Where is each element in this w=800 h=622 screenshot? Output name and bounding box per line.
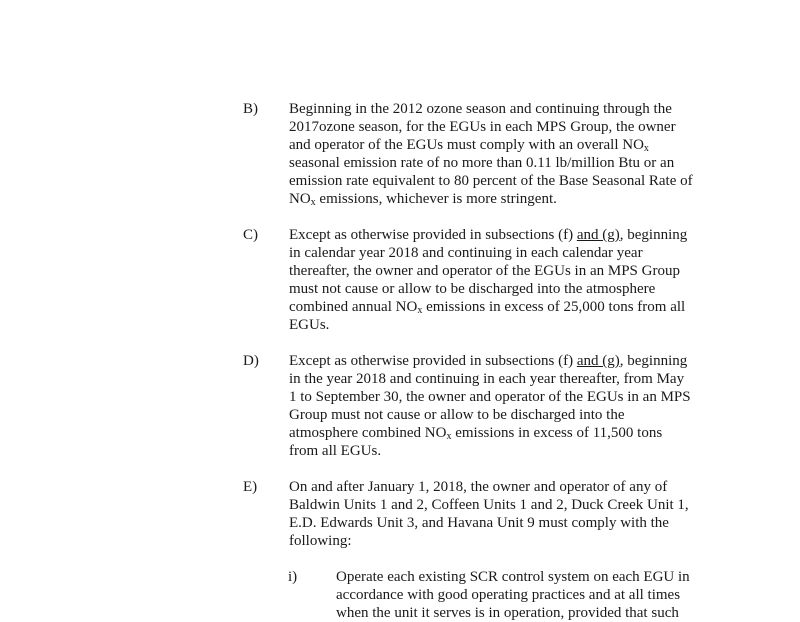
underlined-text: and (g)	[576, 353, 620, 369]
text-line: Operate each existing SCR control system on each EGU in	[336, 569, 690, 585]
text-line: On and after January 1, 2018, the owner and operator of any of	[289, 479, 668, 495]
text-fragment: Except as otherwise provided in subsections (f)	[289, 227, 577, 243]
text-fragment: and operator of the EGUs must comply with an overall NO	[289, 137, 644, 153]
text-fragment: , beginning	[619, 227, 688, 243]
subscript: x	[310, 197, 316, 208]
text-line: following:	[289, 533, 352, 549]
subscript: x	[417, 305, 423, 316]
text-fragment: emissions in excess of 11,500 tons	[451, 425, 663, 441]
subscript: x	[643, 143, 649, 154]
subscript: x	[446, 431, 452, 442]
text-line: in the year 2018 and continuing in each year thereafter, from May	[289, 371, 685, 387]
text-fragment: combined annual NO	[289, 299, 418, 315]
text-fragment: , beginning	[619, 353, 688, 369]
section-text	[289, 352, 719, 460]
text-fragment: Except as otherwise provided in subsections (f)	[289, 353, 577, 369]
section-text	[289, 100, 719, 208]
subsection-label: i)	[288, 569, 298, 585]
text-line: Group must not cause or allow to be discharged into the	[289, 407, 625, 423]
text-line: EGUs.	[289, 317, 330, 333]
section-label: D)	[243, 353, 259, 369]
section-text	[289, 478, 719, 550]
text-line	[289, 190, 719, 208]
text-line	[289, 352, 719, 370]
text-line	[289, 424, 719, 442]
text-line: thereafter, the owner and operator of the EGUs in an MPS Group	[289, 263, 680, 279]
text-line: from all EGUs.	[289, 443, 382, 459]
text-line: accordance with good operating practices and at all times	[336, 587, 681, 603]
text-fragment: emissions in excess of 25,000 tons from all	[422, 299, 686, 315]
text-fragment: atmosphere combined NO	[289, 425, 447, 441]
text-line: Baldwin Units 1 and 2, Coffeen Units 1 and 2, Duck Creek Unit 1,	[289, 497, 689, 513]
text-line: seasonal emission rate of no more than 0.11 lb/million Btu or an	[289, 155, 675, 171]
text-line: Beginning in the 2012 ozone season and continuing through the	[289, 101, 672, 117]
section-label: B)	[243, 101, 258, 117]
text-line: 1 to September 30, the owner and operator of the EGUs in an MPS	[289, 389, 691, 405]
section-label: E)	[243, 479, 258, 495]
text-fragment: emissions, whichever is more stringent.	[315, 191, 557, 207]
section-text	[289, 226, 719, 334]
text-fragment: NO	[289, 191, 311, 207]
section-label: C)	[243, 227, 258, 243]
text-line	[289, 136, 719, 154]
text-line: when the unit it serves is in operation, provided that such	[336, 605, 679, 621]
text-line: E.D. Edwards Unit 3, and Havana Unit 9 must comply with the	[289, 515, 669, 531]
text-line: 2017ozone season, for the EGUs in each MPS Group, the owner	[289, 119, 676, 135]
text-line: must not cause or allow to be discharged into the atmosphere	[289, 281, 656, 297]
text-line	[289, 226, 719, 244]
text-line: emission rate equivalent to 80 percent of the Base Seasonal Rate of	[289, 173, 693, 189]
underlined-text: and (g)	[576, 227, 620, 243]
text-line	[289, 298, 719, 316]
text-line: in calendar year 2018 and continuing in each calendar year	[289, 245, 643, 261]
subsection-text	[336, 568, 736, 622]
